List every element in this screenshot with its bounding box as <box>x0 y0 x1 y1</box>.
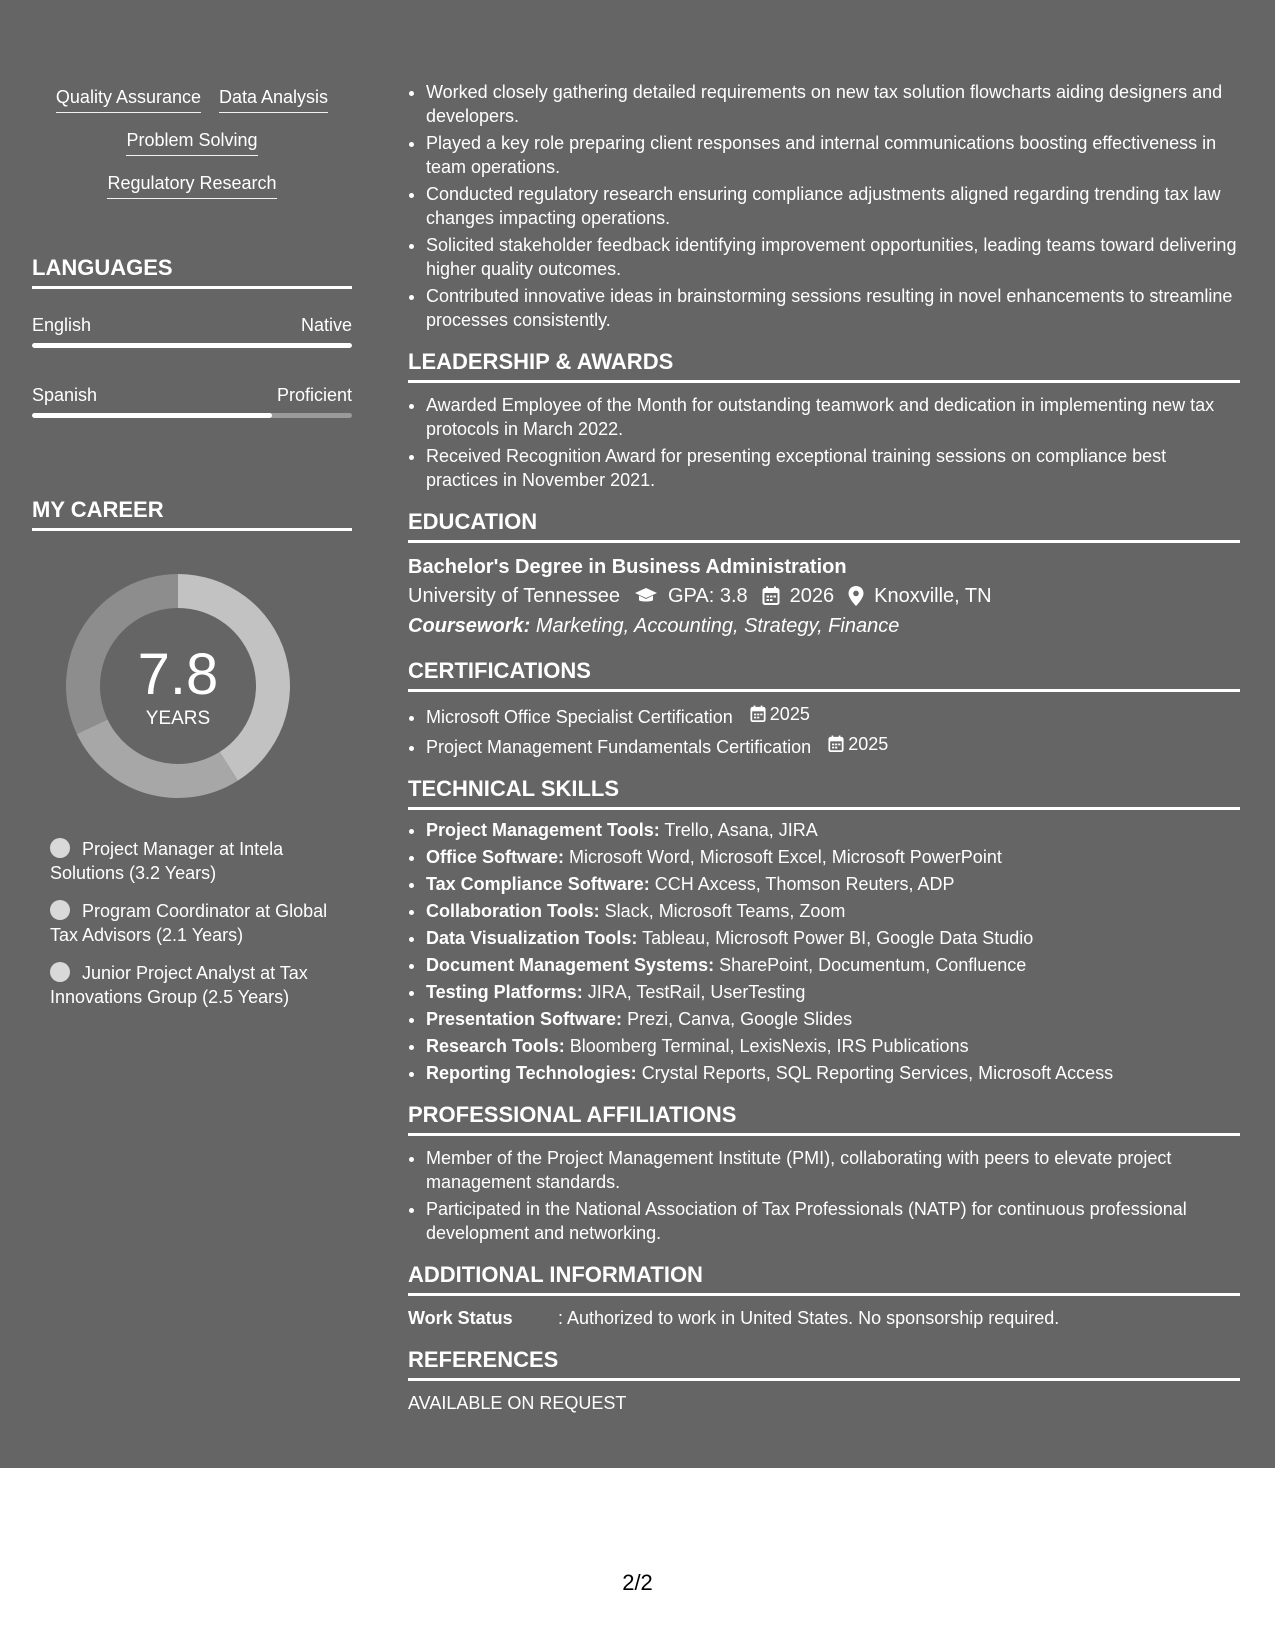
leadership-list <box>408 393 1240 492</box>
skill-tag: Problem Solving <box>126 129 257 156</box>
language-bar <box>32 343 352 348</box>
leadership-item: • Awarded Employee of the Month for outstanding teamwork and dedication in implementing new tax protocols in March 2022. <box>426 393 1240 441</box>
technical-skill-item <box>426 818 1240 842</box>
career-dot <box>50 838 70 858</box>
career-item-text: Program Coordinator at Global Tax Advisors (2.1 Years) <box>50 901 328 945</box>
experience-bullet: • Solicited stakeholder feedback identifying improvement opportunities, leading teams toward delivering higher quality outcomes. <box>426 233 1240 281</box>
affiliations-heading: PROFESSIONAL AFFILIATIONS <box>408 1101 1240 1136</box>
education-location: Knoxville, TN <box>874 585 992 607</box>
skill-label: Data Visualization Tools: <box>426 928 638 948</box>
skill-label: Research Tools: <box>426 1036 565 1056</box>
language-level: Native <box>300 315 352 335</box>
career-dot <box>50 962 70 982</box>
technical-skill-item <box>426 845 1240 869</box>
experience-bullet: • Worked closely gathering detailed requirements on new tax solution flowcharts aiding designers and developers. <box>426 80 1240 128</box>
language-level: Proficient <box>276 385 352 405</box>
technical-skill-item <box>426 926 1240 950</box>
technical-skill-item <box>426 980 1240 1004</box>
education-year: 2026 <box>789 585 835 607</box>
work-status-label: Work Status <box>408 1308 513 1328</box>
skill-value: Slack, Microsoft Teams, Zoom <box>604 901 846 921</box>
skill-value: Tableau, Microsoft Power BI, Google Data Studio <box>642 928 1034 948</box>
experience-bullet: • Played a key role preparing client responses and internal communications boosting effectiveness in team operations. <box>426 131 1240 179</box>
language-row <box>32 314 352 336</box>
language-row <box>32 384 352 406</box>
skill-tag: Data Analysis <box>219 86 328 113</box>
technical-skill-item <box>426 953 1240 977</box>
skill-value: Bloomberg Terminal, LexisNexis, IRS Publications <box>569 1036 969 1056</box>
career-dot <box>50 900 70 920</box>
graduation-cap-icon <box>634 587 658 605</box>
certifications-heading: CERTIFICATIONS <box>408 657 1240 692</box>
skill-label: Office Software: <box>426 847 565 867</box>
career-item-text: Project Manager at Intela Solutions (3.2 Years) <box>50 839 284 883</box>
skill-tag: Regulatory Research <box>107 172 276 199</box>
location-pin-icon <box>848 586 864 606</box>
career-item-text: Junior Project Analyst at Tax Innovations Group (2.5 Years) <box>50 963 308 1007</box>
skill-label: Project Management Tools: <box>426 820 660 840</box>
career-item <box>50 837 340 885</box>
technical-skill-item <box>426 899 1240 923</box>
certifications-list <box>408 702 1240 759</box>
certification-year-text: 2025 <box>848 734 889 754</box>
education-heading: EDUCATION <box>408 508 1240 543</box>
experience-bullet: • Contributed innovative ideas in brainstorming sessions resulting in novel enhancements to streamline processes consistently. <box>426 284 1240 332</box>
education-degree: Bachelor's Degree in Business Administration <box>408 556 847 578</box>
skill-tag: Quality Assurance <box>56 86 201 113</box>
technical-skill-item <box>426 872 1240 896</box>
career-list <box>50 837 340 1023</box>
career-heading: MY CAREER <box>32 496 352 531</box>
additional-info-heading: ADDITIONAL INFORMATION <box>408 1261 1240 1296</box>
experience-bullets <box>408 80 1240 332</box>
languages-heading: LANGUAGES <box>32 254 352 289</box>
certification-year <box>750 702 810 726</box>
coursework-label: Coursework: <box>408 615 531 637</box>
affiliation-item: • Participated in the National Association of Tax Professionals (NATP) for continuous professional development and networking. <box>426 1197 1240 1245</box>
calendar-icon <box>762 586 780 606</box>
certification-item <box>426 702 1240 729</box>
language-bar <box>32 413 352 418</box>
career-total <box>66 574 290 798</box>
skill-value: Prezi, Canva, Google Slides <box>627 1009 853 1029</box>
skill-value: SharePoint, Documentum, Confluence <box>719 955 1027 975</box>
calendar-icon <box>750 705 766 723</box>
experience-bullet: • Conducted regulatory research ensuring compliance adjustments aligned regarding trending tax law changes impacting operations. <box>426 182 1240 230</box>
skill-label: Collaboration Tools: <box>426 901 600 921</box>
certification-item <box>426 732 1240 759</box>
language-name: Spanish <box>32 385 98 405</box>
skill-tags <box>32 86 352 215</box>
certification-year-text: 2025 <box>769 704 810 724</box>
career-item <box>50 961 340 1009</box>
references-heading: REFERENCES <box>408 1346 1240 1381</box>
work-status-row <box>408 1306 1240 1330</box>
page-number: 2/2 <box>622 1570 653 1595</box>
calendar-icon <box>828 735 844 753</box>
page-footer <box>0 1468 1275 1650</box>
career-total-unit: YEARS <box>145 708 211 729</box>
skill-value: Microsoft Word, Microsoft Excel, Microsoft PowerPoint <box>569 847 1002 867</box>
skill-value: CCH Axcess, Thomson Reuters, ADP <box>654 874 955 894</box>
certification-name: Project Management Fundamentals Certification <box>426 737 812 757</box>
right-column <box>408 80 1240 1415</box>
education-gpa: GPA: 3.8 <box>667 585 748 607</box>
leadership-heading: LEADERSHIP & AWARDS <box>408 348 1240 383</box>
language-bar-fill <box>32 413 272 418</box>
leadership-item: • Received Recognition Award for presenting exceptional training sessions on compliance best practices in November 2021. <box>426 444 1240 492</box>
language-name: English <box>32 315 92 335</box>
technical-skill-item <box>426 1007 1240 1031</box>
skill-value: Trello, Asana, JIRA <box>664 820 818 840</box>
skill-value: Crystal Reports, SQL Reporting Services, Microsoft Access <box>641 1063 1114 1083</box>
skill-label: Presentation Software: <box>426 1009 623 1029</box>
technical-skills-heading: TECHNICAL SKILLS <box>408 775 1240 810</box>
technical-skills-list <box>408 818 1240 1085</box>
skill-value: JIRA, TestRail, UserTesting <box>587 982 806 1002</box>
skill-label: Tax Compliance Software: <box>426 874 650 894</box>
skill-label: Document Management Systems: <box>426 955 715 975</box>
affiliations-list <box>408 1146 1240 1245</box>
technical-skill-item <box>426 1061 1240 1085</box>
career-total-value: 7.8 <box>137 642 219 707</box>
language-bar-fill <box>32 343 352 348</box>
education-school: University of Tennessee <box>408 585 620 607</box>
certification-name: Microsoft Office Specialist Certification <box>426 707 733 727</box>
work-status-value: : Authorized to work in United States. No sponsorship required. <box>558 1308 1060 1328</box>
education-coursework <box>408 611 1240 641</box>
certification-year <box>828 732 888 756</box>
coursework-value: Marketing, Accounting, Strategy, Finance <box>535 615 900 637</box>
education-details <box>408 581 1240 611</box>
technical-skill-item <box>426 1034 1240 1058</box>
references-text: AVAILABLE ON REQUEST <box>408 1393 627 1413</box>
skill-label: Testing Platforms: <box>426 982 583 1002</box>
career-item <box>50 899 340 947</box>
affiliation-item: • Member of the Project Management Institute (PMI), collaborating with peers to elevate project management standards. <box>426 1146 1240 1194</box>
skill-label: Reporting Technologies: <box>426 1063 637 1083</box>
